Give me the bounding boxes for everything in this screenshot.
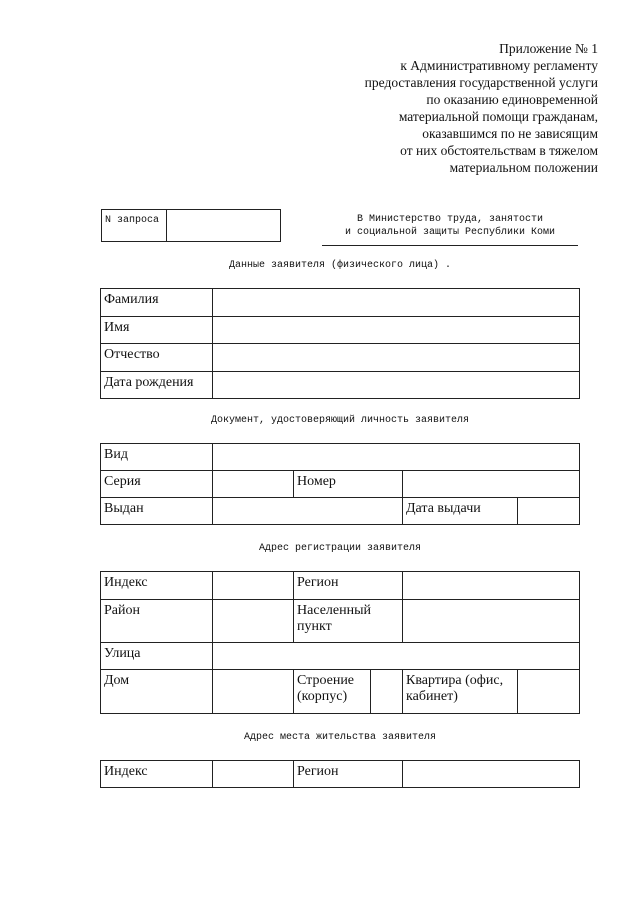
res-region-field[interactable] <box>403 761 580 788</box>
reg-apartment-label: Квартира (офис, кабинет) <box>403 670 518 714</box>
appendix-line: оказавшимся по не зависящим <box>422 126 598 141</box>
reg-region-label: Регион <box>294 572 403 600</box>
birth-date-field[interactable] <box>213 372 580 399</box>
ministry-addressee <box>322 213 578 239</box>
reg-region-field[interactable] <box>403 572 580 600</box>
reg-locality-label: Населенный пункт <box>294 600 403 643</box>
residence-table <box>100 760 580 788</box>
appendix-line: предоставления государственной услуги <box>364 75 598 90</box>
appendix-line: материальной помощи гражданам, <box>398 109 598 124</box>
reg-district-label: Район <box>101 600 213 643</box>
document-table <box>100 443 580 525</box>
doc-issued-by-label: Выдан <box>101 498 213 525</box>
doc-issued-by-field[interactable] <box>213 498 403 525</box>
appendix-line: Приложение № 1 <box>499 41 598 56</box>
doc-issue-date-field[interactable] <box>518 498 580 525</box>
reg-locality-field[interactable] <box>403 600 580 643</box>
doc-series-field[interactable] <box>213 471 294 498</box>
reg-street-field[interactable] <box>213 643 580 670</box>
document-caption: Документ, удостоверяющий личность заявителя <box>210 415 470 426</box>
surname-field[interactable] <box>213 289 580 317</box>
reg-apartment-field[interactable] <box>518 670 580 714</box>
reg-house-label: Дом <box>101 670 213 714</box>
res-region-label: Регион <box>294 761 403 788</box>
doc-number-label: Номер <box>294 471 403 498</box>
reg-house-field[interactable] <box>213 670 294 714</box>
registration-table <box>100 571 580 714</box>
reg-index-label: Индекс <box>101 572 213 600</box>
ministry-line-1: В Министерство труда, занятости <box>356 214 544 225</box>
doc-issue-date-label: Дата выдачи <box>403 498 518 525</box>
patronymic-label: Отчество <box>101 344 213 372</box>
request-number-box <box>101 209 281 242</box>
res-index-label: Индекс <box>101 761 213 788</box>
name-label: Имя <box>101 317 213 344</box>
doc-number-field[interactable] <box>403 471 580 498</box>
doc-type-field[interactable] <box>213 444 580 471</box>
reg-index-field[interactable] <box>213 572 294 600</box>
appendix-line: по оказанию единовременной <box>426 92 598 107</box>
registration-caption: Адрес регистрации заявителя <box>258 543 422 554</box>
reg-building-label: Строение (корпус) <box>294 670 371 714</box>
appendix-line: от них обстоятельствам в тяжелом <box>400 143 598 158</box>
reg-street-label: Улица <box>101 643 213 670</box>
applicant-caption: Данные заявителя (физического лица) . <box>228 260 452 271</box>
appendix-header <box>298 40 598 176</box>
doc-series-label: Серия <box>101 471 213 498</box>
reg-building-field[interactable] <box>371 670 403 714</box>
surname-label: Фамилия <box>101 289 213 317</box>
res-index-field[interactable] <box>213 761 294 788</box>
request-number-field[interactable] <box>167 210 280 241</box>
ministry-underline <box>322 245 578 246</box>
applicant-table <box>100 288 580 399</box>
request-number-label: N запроса <box>102 210 167 241</box>
ministry-line-2: и социальной защиты Республики Коми <box>344 227 556 238</box>
name-field[interactable] <box>213 317 580 344</box>
doc-type-label: Вид <box>101 444 213 471</box>
reg-district-field[interactable] <box>213 600 294 643</box>
appendix-line: материальном положении <box>449 160 598 175</box>
residence-caption: Адрес места жительства заявителя <box>243 732 437 743</box>
patronymic-field[interactable] <box>213 344 580 372</box>
appendix-line: к Административному регламенту <box>400 58 598 73</box>
birth-date-label: Дата рождения <box>101 372 213 399</box>
